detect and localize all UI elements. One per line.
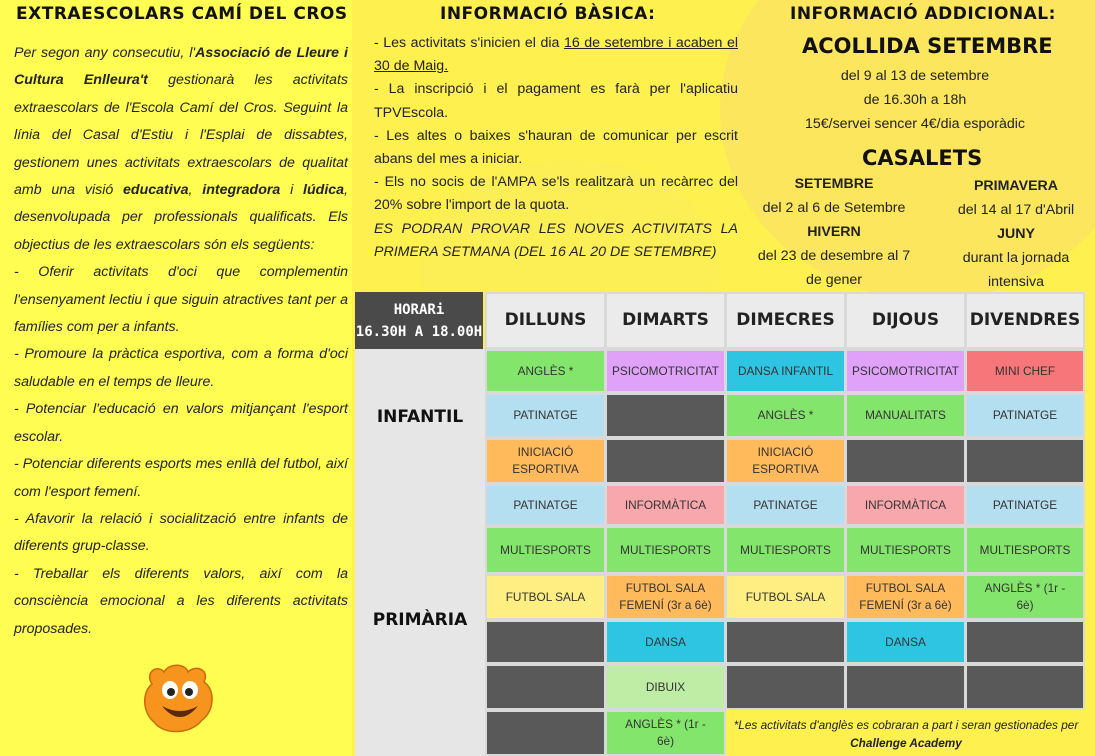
- stage-infantil: INFANTIL: [355, 349, 485, 484]
- activity-cell: FUTBOL SALA: [485, 574, 606, 620]
- objective-item: - Potenciar diferents esports mes enllà del futbol, així com l'esport femení.: [14, 456, 348, 500]
- activity-cell: INFORMÀTICA: [845, 484, 966, 526]
- keyword-integradora: integradora: [202, 182, 281, 199]
- left-intro: [14, 40, 348, 643]
- acollida-prices: 15€/servei sencer 4€/dia esporàdic: [804, 116, 1026, 132]
- activity-cell: PATINATGE: [725, 484, 846, 526]
- stage-primaria: PRIMÀRIA: [355, 484, 485, 756]
- intro-text: , desenvolupada per professionals qualificats. Els objectius de les extraescolars són els següents:: [14, 182, 348, 253]
- day-header-friday: DIVENDRES: [965, 292, 1085, 349]
- objective-item: - Afavorir la relació i socialització entre infants de diferents grup-classe.: [14, 510, 348, 555]
- activity-cell: INICIACIÓ ESPORTIVA: [725, 438, 846, 484]
- objective-item: - Potenciar l'educació en valors mitjançant l'esport escolar.: [14, 401, 348, 445]
- empty-cell: [485, 664, 606, 710]
- empty-cell: [605, 438, 726, 484]
- left-title: EXTRAESCOLARS CAMÍ DEL CROS: [16, 4, 348, 24]
- intro-text: gestionarà les activitats extraescolars de l'Escola Camí del Cros. Seguint la línia del Casal d'Estiu i l'Esplai de dissabtes, gestionem unes activitats extraescolars de qualitat amb una visió: [14, 72, 348, 199]
- intro-text: Per segon any consecutiu, l': [14, 45, 196, 61]
- basic-info-title: INFORMACIÓ BÀSICA:: [440, 4, 656, 24]
- empty-cell: [485, 620, 606, 664]
- activity-cell: FUTBOL SALA FEMENÍ (3r a 6è): [605, 574, 726, 620]
- activity-cell: DANSA: [845, 620, 966, 664]
- casalet-juny-dates: durant la jornada intensiva: [962, 250, 1070, 290]
- casalet-primavera-heading: PRIMAVERA: [973, 178, 1059, 194]
- trial-week-note: ES PODRAN PROVAR LES NOVES ACTIVITATS LA PRIMERA SETMANA (DEL 16 AL 20 DE SETEMBRE): [374, 220, 738, 260]
- objective-item: - Oferir activitats d'oci que complementin l'ensenyament lectiu i que siguin atractives tant per a famílies com per a infants.: [14, 264, 348, 336]
- day-header-thursday: DIJOUS: [845, 292, 966, 349]
- activity-cell: PATINATGE: [485, 393, 606, 438]
- activity-cell: MULTIESPORTS: [485, 526, 606, 574]
- casalet-setembre: [745, 172, 923, 292]
- casalet-primavera-dates: del 14 al 17 d'Abril: [957, 202, 1075, 218]
- activity-cell: PSICOMOTRICITAT: [845, 349, 966, 393]
- casalets-title: CASALETS: [862, 146, 983, 170]
- empty-cell: [965, 664, 1085, 710]
- orange-face-mascot-icon: [140, 662, 220, 736]
- day-header-wednesday: DIMECRES: [725, 292, 846, 349]
- activity-cell: MULTIESPORTS: [605, 526, 726, 574]
- acollida-details: [760, 64, 1070, 136]
- day-header-monday: DILLUNS: [485, 292, 606, 349]
- activity-cell: ANGLÈS * (1r - 6è): [605, 710, 726, 756]
- casalet-setembre-heading: SETEMBRE: [794, 176, 874, 192]
- intro-paragraph: [14, 40, 348, 259]
- activity-cell: PSICOMOTRICITAT: [605, 349, 726, 393]
- acollida-title: ACOLLIDA SETEMBRE: [802, 34, 1053, 58]
- empty-cell: [845, 438, 966, 484]
- acollida-dates: del 9 al 13 de setembre: [840, 68, 990, 84]
- casalet-primavera: [940, 174, 1092, 294]
- empty-cell: [845, 664, 966, 710]
- separator: i: [280, 182, 304, 199]
- activity-cell: ANGLÈS *: [485, 349, 606, 393]
- empty-cell: [965, 620, 1085, 664]
- objective-item: - Promoure la pràctica esportiva, com a forma d'oci saludable en el temps de lleure.: [14, 346, 348, 390]
- keyword-ludica: lúdica: [303, 182, 345, 199]
- horari-label: HORARi: [393, 301, 445, 318]
- empty-cell: [485, 710, 606, 756]
- basic-info-body: [374, 32, 738, 264]
- activity-cell: PATINATGE: [485, 484, 606, 526]
- activity-cell: MINI CHEF: [965, 349, 1085, 393]
- activity-cell: PATINATGE: [965, 393, 1085, 438]
- acollida-hours: de 16.30h a 18h: [863, 92, 967, 108]
- activity-cell: FUTBOL SALA FEMENÍ (3r a 6è): [845, 574, 966, 620]
- note-text: *Les activitats d'anglès es cobraran a part i seran gestionades per: [733, 718, 1079, 732]
- casalet-hivern-heading: HIVERN: [807, 224, 861, 240]
- activity-cell: DANSA INFANTIL: [725, 349, 846, 393]
- english-note: [730, 716, 1082, 752]
- info-item: - Les altes o baixes s'hauran de comunicar per escrit abans del mes a iniciar.: [374, 127, 738, 168]
- activity-cell: MULTIESPORTS: [845, 526, 966, 574]
- schedule-time-header: [355, 292, 483, 349]
- activity-cell: ANGLÈS *: [725, 393, 846, 438]
- activity-cell: MULTIESPORTS: [725, 526, 846, 574]
- additional-info-title: INFORMACIÓ ADDICIONAL:: [790, 4, 1056, 24]
- horari-time: 16.30H A 18.00H: [355, 323, 483, 340]
- activity-cell: INFORMÀTICA: [605, 484, 726, 526]
- activity-cell: DIBUIX: [605, 664, 726, 710]
- empty-cell: [725, 620, 846, 664]
- objective-item: - Treballar els diferents valors, així com la consciència emocional a les diferents activitats proposades.: [14, 565, 348, 637]
- empty-cell: [725, 664, 846, 710]
- day-header-tuesday: DIMARTS: [605, 292, 726, 349]
- challenge-academy: Challenge Academy: [850, 736, 962, 750]
- keyword-educativa: educativa: [123, 182, 189, 199]
- info-text: - Les activitats s'inicien el dia: [374, 35, 564, 51]
- casalet-hivern-dates: del 23 de desembre al 7 de gener: [757, 248, 911, 288]
- activity-cell: MULTIESPORTS: [965, 526, 1085, 574]
- separator: ,: [188, 182, 203, 199]
- casalet-setembre-dates: del 2 al 6 de Setembre: [762, 200, 906, 216]
- association-name: Associació de Lleure i Cultura Enlleura't: [14, 45, 348, 89]
- start-end-dates: 16 de setembre i acaben el 30 de Maig.: [374, 35, 738, 75]
- info-item: [374, 32, 738, 78]
- activity-cell: DANSA: [605, 620, 726, 664]
- activity-cell: ANGLÈS * (1r - 6è): [965, 574, 1085, 620]
- info-item: - Els no socis de l'AMPA se'ls realitzarà un recàrrec del 20% sobre l'import de la quota.: [374, 174, 738, 214]
- activity-cell: MANUALITATS: [845, 393, 966, 438]
- empty-cell: [605, 393, 726, 438]
- casalet-juny-heading: JUNY: [997, 226, 1035, 242]
- empty-cell: [965, 438, 1085, 484]
- activity-cell: FUTBOL SALA: [725, 574, 846, 620]
- activity-cell: INICIACIÓ ESPORTIVA: [485, 438, 606, 484]
- info-item: - La inscripció i el pagament es farà per l'aplicatiu TPVEscola.: [374, 81, 738, 121]
- activity-cell: PATINATGE: [965, 484, 1085, 526]
